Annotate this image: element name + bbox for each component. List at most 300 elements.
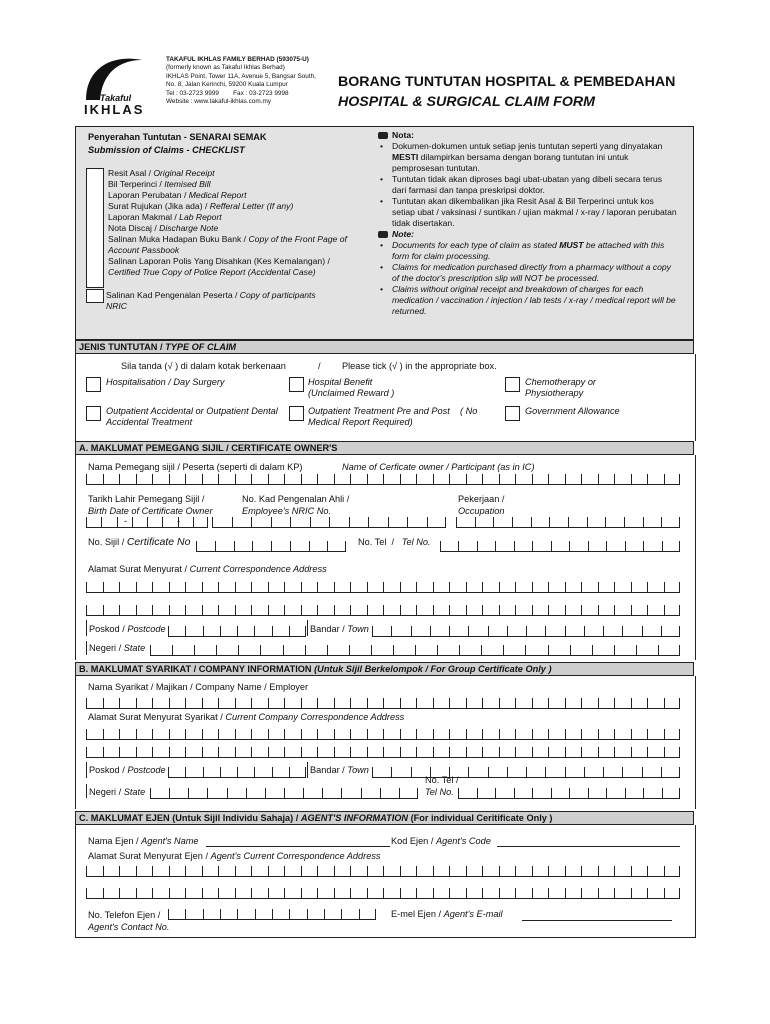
postcode-divider	[86, 762, 87, 778]
cell-divider	[466, 729, 467, 739]
cell-divider	[284, 747, 285, 757]
cell-divider	[449, 888, 450, 898]
cell-divider	[349, 645, 350, 655]
checklist-item: Salinan Kad Pengenalan Peserta / Copy of participants NRIC	[106, 290, 316, 311]
cell-divider	[545, 626, 546, 636]
cell-divider	[367, 582, 368, 592]
cell-divider	[119, 605, 120, 615]
cell-divider	[416, 747, 417, 757]
cell-divider	[383, 729, 384, 739]
cell-divider	[458, 788, 459, 798]
cell-divider	[383, 605, 384, 615]
address-line-1[interactable]	[86, 578, 680, 593]
hospitalisation-checkbox[interactable]	[86, 377, 101, 392]
cell-divider	[284, 474, 285, 484]
cell-divider	[202, 474, 203, 484]
cell-divider	[345, 541, 346, 551]
cell-divider	[169, 474, 170, 484]
cell-divider	[305, 626, 306, 636]
outpatient-prepost-label: Outpatient Treatment Pre and Post ( No Medical Report Required)	[308, 406, 480, 428]
cell-divider	[664, 729, 665, 739]
postcode-field[interactable]	[168, 622, 306, 637]
cell-divider	[136, 474, 137, 484]
owner-name-label-en: Name of Cerficate owner / Participant (as in IC)	[342, 462, 535, 472]
cell-divider	[661, 767, 662, 777]
company-name-field[interactable]	[86, 694, 680, 709]
cell-divider	[251, 747, 252, 757]
cell-divider	[532, 698, 533, 708]
certificate-no-field[interactable]	[196, 537, 346, 552]
cell-divider	[531, 517, 532, 527]
cell-divider	[598, 729, 599, 739]
cell-divider	[218, 729, 219, 739]
cell-divider	[185, 698, 186, 708]
nric-label-en: Employee's NRIC No.	[242, 506, 332, 516]
cell-divider	[661, 626, 662, 636]
cell-divider	[581, 474, 582, 484]
cell-divider	[445, 517, 446, 527]
cell-divider	[679, 729, 680, 739]
cell-divider	[631, 582, 632, 592]
cell-divider	[119, 729, 120, 739]
cell-divider	[260, 645, 261, 655]
cell-divider	[532, 747, 533, 757]
cell-divider	[603, 767, 604, 777]
nric-field[interactable]	[212, 513, 446, 528]
cell-divider	[272, 767, 273, 777]
cell-divider	[664, 474, 665, 484]
cell-divider	[664, 747, 665, 757]
cell-divider	[341, 788, 342, 798]
dob-separator: -	[124, 516, 128, 526]
cell-divider	[603, 626, 604, 636]
cell-divider	[631, 474, 632, 484]
cell-divider	[647, 888, 648, 898]
agent-address-line-1[interactable]	[86, 862, 680, 877]
note-item: • Documents for each type of claim as stated MUST be attached with this form for claim processing.	[380, 240, 665, 261]
cell-divider	[235, 474, 236, 484]
nota-item: • Tuntutan akan dikembalikan jika Resit Asal & Bil Terperinci untuk kos setiap ubat / vaksinasi / suntikan / ujian makmal / x-ray / laporan perubatan tidak disertakan.	[380, 196, 677, 228]
outpatient-accidental-checkbox[interactable]	[86, 406, 101, 421]
title-malay: BORANG TUNTUTAN HOSPITAL & PEMBEDAHAN	[338, 74, 676, 90]
cell-divider	[598, 888, 599, 898]
cell-divider	[482, 729, 483, 739]
cell-divider	[235, 698, 236, 708]
cell-divider	[548, 605, 549, 615]
checklist-item: Nota Discaj / Discharge Note	[108, 223, 219, 233]
checklist-item: Salinan Laporan Polis Yang Disahkan (Kes Kemalangan) / Certified True Copy of Police Report (Accidental Case)	[108, 256, 330, 277]
cell-divider	[588, 541, 589, 551]
cell-divider	[679, 517, 680, 527]
cell-divider	[565, 474, 566, 484]
owner-name-field[interactable]	[86, 470, 680, 485]
agent-phone-field[interactable]	[168, 905, 376, 920]
cell-divider	[664, 698, 665, 708]
company-formerly: (formerly known as Takaful Ikhlas Berhad)	[166, 64, 285, 72]
cell-divider	[218, 747, 219, 757]
cell-divider	[168, 626, 169, 636]
cell-divider	[679, 698, 680, 708]
cell-divider	[235, 888, 236, 898]
checklist-item: Bil Terperinci / Itemised Bill	[108, 179, 211, 189]
agent-address-label: Alamat Surat Menyurat Ejen / Agent's Current Correspondence Address	[88, 851, 381, 861]
cell-divider	[103, 474, 104, 484]
cell-divider	[103, 888, 104, 898]
chemotherapy-checkbox[interactable]	[505, 377, 520, 392]
cell-divider	[334, 729, 335, 739]
agent-name-field[interactable]	[206, 846, 390, 847]
cell-divider	[449, 866, 450, 876]
company-postcode-field[interactable]	[168, 763, 306, 778]
cell-divider	[631, 888, 632, 898]
company-address-line-1[interactable]	[86, 725, 680, 740]
dob-field[interactable]	[86, 513, 208, 528]
cell-divider	[218, 474, 219, 484]
cell-divider	[614, 582, 615, 592]
cell-divider	[581, 729, 582, 739]
note-item: • Claims without original receipt and breakdown of charges for each medication / vaccination / injection / lab tests / x-ray / medical report will be returned.	[380, 284, 676, 316]
brand-top: Takaful	[100, 93, 132, 103]
cell-divider	[614, 698, 615, 708]
cell-divider	[581, 866, 582, 876]
cell-divider	[532, 605, 533, 615]
cell-divider	[679, 645, 680, 655]
cell-divider	[551, 788, 552, 798]
cell-divider	[169, 605, 170, 615]
claim-instruction-en: Please tick (√ ) in the appropriate box.	[342, 361, 497, 371]
cell-divider	[614, 645, 615, 655]
cell-divider	[251, 582, 252, 592]
tel-no-field[interactable]	[440, 537, 680, 552]
cell-divider	[614, 474, 615, 484]
cell-divider	[383, 888, 384, 898]
cell-divider	[271, 517, 272, 527]
cell-divider	[327, 541, 328, 551]
government-allowance-checkbox[interactable]	[505, 406, 520, 421]
nota-block	[378, 130, 678, 317]
cell-divider	[493, 517, 494, 527]
cell-divider	[185, 729, 186, 739]
cell-divider	[289, 767, 290, 777]
cell-divider	[172, 645, 173, 655]
cell-divider	[391, 626, 392, 636]
owner-name-label: Nama Pemegang sijil / Peserta (seperti di dalam KP)	[88, 462, 303, 472]
cell-divider	[215, 541, 216, 551]
cell-divider	[272, 626, 273, 636]
cell-divider	[468, 767, 469, 777]
cell-divider	[359, 909, 360, 919]
address-line-2[interactable]	[86, 601, 680, 616]
cell-divider	[86, 582, 87, 592]
cell-divider	[136, 729, 137, 739]
cell-divider	[251, 605, 252, 615]
cell-divider	[664, 605, 665, 615]
cell-divider	[119, 888, 120, 898]
cell-divider	[350, 582, 351, 592]
cell-divider	[548, 645, 549, 655]
cell-divider	[218, 866, 219, 876]
cell-divider	[202, 729, 203, 739]
cell-divider	[152, 866, 153, 876]
cell-divider	[235, 605, 236, 615]
cell-divider	[194, 645, 195, 655]
postcode-label: Poskod / Postcode	[89, 624, 166, 634]
cell-divider	[625, 541, 626, 551]
cell-divider	[647, 605, 648, 615]
cell-divider	[350, 729, 351, 739]
cell-divider	[327, 645, 328, 655]
cell-divider	[372, 767, 373, 777]
cell-divider	[433, 729, 434, 739]
company-address-label: Alamat Surat Menyurat Syarikat / Current Company Correspondence Address	[88, 712, 405, 722]
cell-divider	[202, 866, 203, 876]
cell-divider	[86, 517, 87, 527]
claim-instruction-my: Sila tanda (√ ) di dalam kotak berkenaan	[121, 361, 286, 371]
cell-divider	[235, 747, 236, 757]
company-address1: IKHLAS Point, Tower 11A, Avenue 5, Bangsar South,	[166, 72, 316, 80]
cell-divider	[598, 698, 599, 708]
cell-divider	[317, 698, 318, 708]
cell-divider	[643, 541, 644, 551]
town-divider	[307, 620, 308, 636]
cell-divider	[499, 474, 500, 484]
cell-divider	[251, 698, 252, 708]
cell-divider	[449, 474, 450, 484]
cell-divider	[631, 866, 632, 876]
cell-divider	[548, 729, 549, 739]
cell-divider	[152, 582, 153, 592]
cell-divider	[271, 541, 272, 551]
cell-divider	[605, 517, 606, 527]
cell-divider	[185, 909, 186, 919]
cell-divider	[309, 541, 310, 551]
cell-divider	[207, 788, 208, 798]
cell-divider	[568, 517, 569, 527]
cell-divider	[482, 474, 483, 484]
cell-divider	[350, 474, 351, 484]
cell-divider	[284, 582, 285, 592]
cell-divider	[679, 788, 680, 798]
cell-divider	[212, 517, 213, 527]
cell-divider	[643, 788, 644, 798]
cell-divider	[152, 698, 153, 708]
cell-divider	[622, 767, 623, 777]
cell-divider	[625, 788, 626, 798]
cell-divider	[598, 747, 599, 757]
cell-divider	[664, 582, 665, 592]
company-name: TAKAFUL IKHLAS FAMILY BERHAD (593075-U)	[166, 56, 309, 63]
cell-divider	[515, 605, 516, 615]
cell-divider	[515, 698, 516, 708]
cell-divider	[416, 474, 417, 484]
cell-divider	[581, 605, 582, 615]
hospital-benefit-label: Hospital Benefit (Unclaimed Reward )	[308, 377, 395, 399]
cell-divider	[507, 626, 508, 636]
company-postcode-label: Poskod / Postcode	[89, 765, 166, 775]
cell-divider	[598, 474, 599, 484]
cell-divider	[196, 541, 197, 551]
agent-code-field[interactable]	[497, 846, 680, 847]
occupation-label-en: Occupation	[458, 506, 505, 516]
cell-divider	[334, 747, 335, 757]
cell-divider	[367, 729, 368, 739]
town-field[interactable]	[372, 622, 680, 637]
hospitalisation-label: Hospitalisation / Day Surgery	[106, 377, 225, 387]
cell-divider	[499, 605, 500, 615]
cell-divider	[86, 605, 87, 615]
cell-divider	[400, 698, 401, 708]
cell-divider	[565, 582, 566, 592]
cell-divider	[388, 517, 389, 527]
cell-divider	[433, 866, 434, 876]
cell-divider	[565, 888, 566, 898]
cell-divider	[301, 747, 302, 757]
cell-divider	[642, 767, 643, 777]
section-a-heading: A. MAKLUMAT PEMEGANG SIJIL / CERTIFICATE OWNER'S	[75, 441, 694, 455]
checklist-box[interactable]	[86, 168, 104, 288]
cell-divider	[662, 788, 663, 798]
cell-divider	[515, 729, 516, 739]
cell-divider	[132, 517, 133, 527]
cell-divider	[86, 866, 87, 876]
cell-divider	[349, 517, 350, 527]
cell-divider	[237, 626, 238, 636]
cell-divider	[416, 866, 417, 876]
cell-divider	[614, 866, 615, 876]
cell-divider	[235, 729, 236, 739]
cell-divider	[290, 517, 291, 527]
dob-label-en: Birth Date of Certificate Owner	[88, 506, 213, 516]
cell-divider	[658, 645, 659, 655]
company-town-field[interactable]	[372, 763, 680, 778]
cell-divider	[103, 866, 104, 876]
agent-address-line-2[interactable]	[86, 884, 680, 899]
cell-divider	[588, 788, 589, 798]
cell-divider	[430, 626, 431, 636]
cell-divider	[317, 729, 318, 739]
cell-divider	[416, 888, 417, 898]
cell-divider	[631, 729, 632, 739]
cell-divider	[515, 866, 516, 876]
cell-divider	[477, 788, 478, 798]
agent-email-field[interactable]	[522, 920, 672, 921]
cell-divider	[169, 729, 170, 739]
cell-divider	[383, 698, 384, 708]
section-c-heading: C. MAKLUMAT EJEN (Untuk Sijil Individu Sahaja) / AGENT'S INFORMATION (For individual Ceritificate Only )	[75, 811, 694, 825]
cell-divider	[449, 698, 450, 708]
cell-divider	[636, 645, 637, 655]
cell-divider	[664, 888, 665, 898]
cell-divider	[569, 541, 570, 551]
cell-divider	[679, 747, 680, 757]
company-address2: No. 8, Jalan Kerinchi, 59200 Kuala Lumpur	[166, 81, 288, 89]
cell-divider	[565, 767, 566, 777]
cell-divider	[188, 788, 189, 798]
company-state-field[interactable]	[150, 784, 418, 799]
cell-divider	[532, 788, 533, 798]
cell-divider	[383, 747, 384, 757]
cell-divider	[254, 767, 255, 777]
company-tel-field[interactable]	[458, 784, 680, 799]
company-tel-label: No. Tel /	[425, 775, 459, 785]
cell-divider	[307, 909, 308, 919]
cell-divider	[255, 909, 256, 919]
cell-divider	[234, 541, 235, 551]
state-field[interactable]	[150, 641, 680, 656]
cell-divider	[251, 888, 252, 898]
cell-divider	[391, 767, 392, 777]
cell-divider	[207, 517, 208, 527]
cell-divider	[103, 747, 104, 757]
cell-divider	[587, 517, 588, 527]
cell-divider	[152, 605, 153, 615]
cell-divider	[185, 582, 186, 592]
cell-divider	[449, 747, 450, 757]
cell-divider	[482, 582, 483, 592]
cell-divider	[380, 788, 381, 798]
cell-divider	[526, 767, 527, 777]
cell-divider	[631, 747, 632, 757]
company-address-line-2[interactable]	[86, 743, 680, 758]
company-name-label: Nama Syarikat / Majikan / Company Name / Employer	[88, 682, 309, 692]
outpatient-prepost-checkbox[interactable]	[289, 406, 304, 421]
occupation-field[interactable]	[456, 513, 680, 528]
cell-divider	[103, 605, 104, 615]
cell-divider	[101, 517, 102, 527]
checklist-box-nric[interactable]	[86, 289, 104, 303]
cell-divider	[202, 747, 203, 757]
cell-divider	[466, 866, 467, 876]
cell-divider	[220, 767, 221, 777]
town-divider	[307, 762, 308, 778]
cell-divider	[614, 888, 615, 898]
cell-divider	[251, 517, 252, 527]
cell-divider	[503, 645, 504, 655]
cell-divider	[185, 747, 186, 757]
cell-divider	[185, 866, 186, 876]
cell-divider	[235, 582, 236, 592]
checklist-heading: Penyerahan Tuntutan - SENARAI SEMAK	[88, 132, 267, 142]
cell-divider	[440, 541, 441, 551]
note-label: Note:	[392, 229, 414, 239]
cell-divider	[136, 747, 137, 757]
cell-divider	[284, 866, 285, 876]
cell-divider	[466, 474, 467, 484]
cell-divider	[367, 605, 368, 615]
cell-divider	[322, 788, 323, 798]
cell-divider	[254, 626, 255, 636]
nota-label: Nota:	[392, 130, 414, 140]
hospital-benefit-checkbox[interactable]	[289, 377, 304, 392]
cell-divider	[433, 605, 434, 615]
cell-divider	[679, 767, 680, 777]
cell-divider	[581, 747, 582, 757]
cell-divider	[203, 767, 204, 777]
cell-divider	[310, 517, 311, 527]
cell-divider	[268, 474, 269, 484]
cell-divider	[499, 729, 500, 739]
cell-divider	[400, 582, 401, 592]
cell-divider	[268, 747, 269, 757]
cell-divider	[317, 866, 318, 876]
outpatient-accidental-label: Outpatient Accidental or Outpatient Dental Accidental Treatment	[106, 406, 278, 428]
cell-divider	[400, 605, 401, 615]
nric-label: No. Kad Pengenalan Ahli /	[242, 494, 350, 504]
cell-divider	[647, 729, 648, 739]
cell-divider	[400, 474, 401, 484]
state-divider	[86, 641, 87, 655]
cell-divider	[662, 541, 663, 551]
